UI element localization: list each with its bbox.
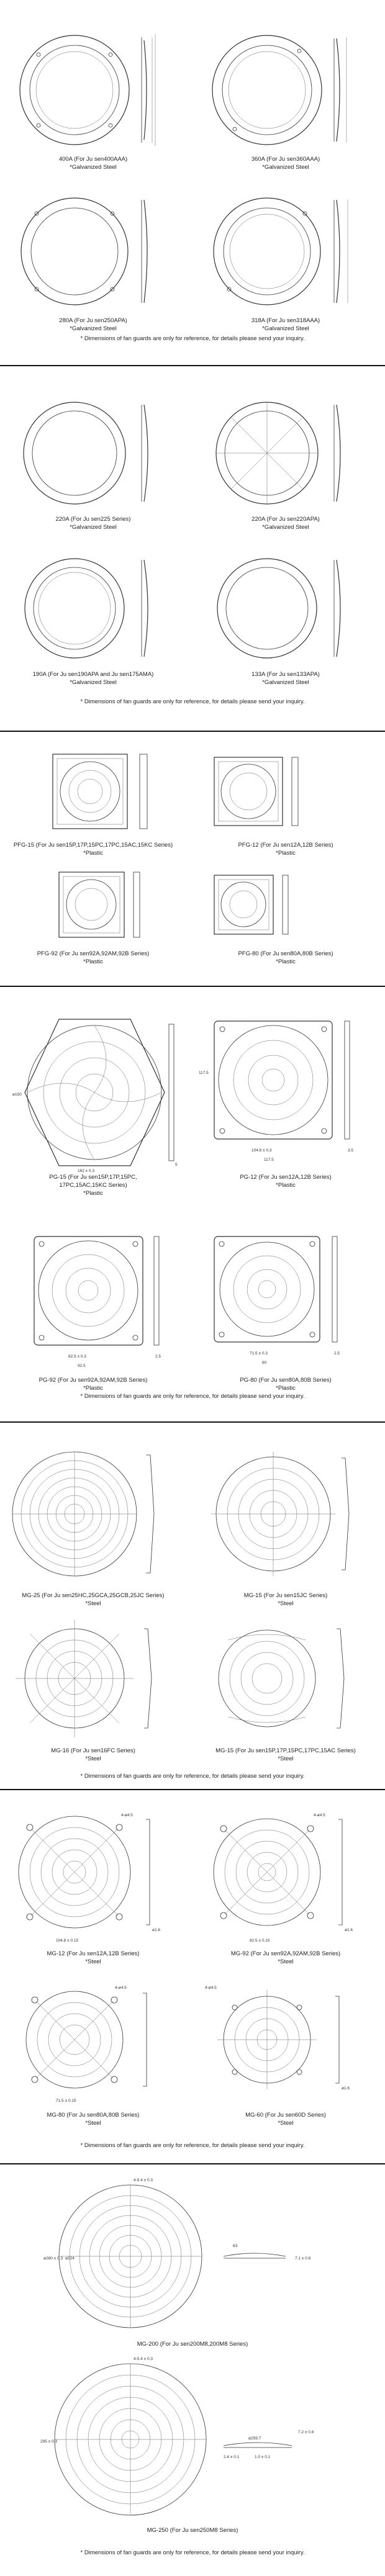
fan-guard-drawing [192, 1006, 379, 1173]
product-material: *Galvanized Steel [70, 164, 117, 171]
product-material: *Plastic [83, 1190, 103, 1197]
dimension-note: * Dimensions of fan guards are only for reference, for details please send your inquiry. [80, 698, 305, 705]
product-material: *Plastic [276, 1182, 296, 1189]
product-material: *Galvanized Steel [70, 325, 117, 332]
fan-guard-drawing [0, 1006, 186, 1173]
fan-guard-drawing [37, 2173, 348, 2340]
product-caption: PFG-15 (For Ju sen15P,17P,15PC,17PC,15AC,15KC Series) [13, 842, 173, 849]
fan-guard-drawing [0, 1978, 186, 2111]
product-mg-250 [37, 2353, 348, 2534]
fan-guard-drawing [192, 391, 379, 515]
product-caption: 400A (For Ju sen400AAA) [58, 156, 128, 163]
fan-guard-drawing [192, 1610, 379, 1747]
product-material: *Galvanized Steel [262, 679, 309, 686]
product-mg-15-p [192, 1610, 379, 1763]
dimension-note: * Dimensions of fan guards are only for reference, for details please send your inquiry. [80, 1393, 305, 1400]
dimension-label: 82.5 ± 0.15 [250, 1939, 270, 1943]
product-material: *Steel [278, 2120, 294, 2127]
product-mg-200 [37, 2173, 348, 2348]
section-round-guards-medium [0, 366, 385, 729]
dimension-label: 1.0 ± 0.1 [255, 2455, 271, 2459]
section-mg-wire-guards-small [0, 1791, 385, 2161]
dimension-label: 92.5 [78, 1364, 86, 1368]
product-caption: MG-60 (For Ju sen60D Series) [245, 2112, 326, 2119]
product-material: *Galvanized Steel [262, 164, 309, 171]
dimension-note: * Dimensions of fan guards are only for reference, for details please send your inquiry. [80, 2549, 305, 2556]
dimension-label: 4-ø4.5 [314, 1813, 325, 1817]
product-material: *Steel [85, 1600, 101, 1607]
product-pfg-15 [0, 748, 186, 857]
product-mg-92 [192, 1804, 379, 1966]
product-caption: MG-80 (For Ju sen80A,80B Series) [47, 2112, 140, 2119]
fan-guard-drawing [192, 1224, 379, 1376]
dimension-label: 80 [262, 1361, 267, 1365]
product-material: *Steel [85, 1755, 101, 1762]
dimension-note: * Dimensions of fan guards are only for reference, for details please send your inquiry. [80, 335, 305, 342]
dimension-label: 4-ø4.5 [115, 1986, 127, 1990]
dimension-label: 7.2 ± 0.8 [298, 2430, 314, 2434]
product-caption: MG-16 (For Ju sen16FC Series) [51, 1747, 135, 1754]
product-pfg-12 [192, 748, 379, 857]
dimension-label: ø224 [65, 2256, 75, 2261]
product-caption: 190A (For Ju sen190APA and Ju sen175AMA) [32, 671, 154, 678]
dimension-label: 162 ± 0.3 [78, 1169, 95, 1173]
product-caption: 360A (For Ju sen360AAA) [251, 156, 320, 163]
section-divider [0, 1789, 385, 1790]
product-caption: MG-92 (For Ju sen92A,92AM,92B Series) [230, 1950, 341, 1957]
product-caption: PFG-92 (For Ju sen92A,92AM,92B Series) [37, 950, 150, 957]
product-133a [192, 546, 379, 687]
dimension-label: 3.5 [348, 1148, 354, 1153]
dimension-label: 117.5 [199, 1071, 209, 1075]
fan-guard-drawing [0, 866, 186, 950]
dimension-label: 2.5 [155, 1354, 161, 1359]
product-caption: PG-15 (For Ju sen15P,17P,15PC, [49, 1174, 137, 1181]
fan-guard-drawing [37, 2353, 348, 2526]
product-caption: 280A (For Ju sen250APA) [59, 317, 127, 324]
dimension-label: 295 ± 0.3 [40, 2439, 58, 2444]
product-mg-25 [0, 1436, 186, 1608]
dimension-label: 63 [233, 2244, 238, 2248]
fan-guard-drawing [0, 1436, 186, 1592]
product-caption: 133A (For Ju sen133APA) [251, 671, 320, 678]
product-caption: MG-25 (For Ju sen25HC,25GCA,25GCB,25JC Series) [22, 1592, 165, 1599]
dimension-label: ø259.7 [248, 2436, 261, 2441]
fan-guard-drawing [192, 866, 379, 950]
dimension-label: 4-5.4 ± 0.3 [134, 2178, 153, 2182]
section-divider [0, 986, 385, 987]
fan-guard-drawing [0, 1610, 186, 1747]
dimension-label: 104.8 ± 0.15 [56, 1939, 79, 1943]
section-round-guards-large [0, 0, 385, 366]
product-material: *Plastic [276, 850, 296, 857]
product-caption: MG-200 (For Ju sen200M8,200M8 Series) [137, 2341, 248, 2348]
product-mg-60 [192, 1978, 379, 2127]
product-material: *Galvanized Steel [262, 524, 309, 531]
product-material: *Steel [85, 1958, 101, 1965]
section-divider [0, 2163, 385, 2164]
product-caption: 220A (For Ju sen220APA) [251, 516, 320, 523]
fan-guard-drawing [0, 1224, 186, 1376]
product-material: *Steel [85, 2120, 101, 2127]
fan-guard-drawing [192, 1978, 379, 2111]
section-pfg-guards [0, 732, 385, 987]
product-material: *Steel [278, 1755, 294, 1762]
dimension-label: 82.5 ± 0.3 [68, 1354, 86, 1359]
fan-guard-drawing [192, 186, 379, 317]
dimension-label: ø1.6 [345, 1928, 353, 1932]
dimension-label: 4-ø4.5 [121, 1813, 133, 1817]
fan-guard-drawing [0, 25, 186, 155]
product-190a [0, 546, 186, 687]
product-caption: PG-92 (For Ju sen92A,92AM,92B Series) [38, 1377, 148, 1384]
product-material: *Plastic [83, 1385, 103, 1392]
dimension-label: 117.5 [264, 1158, 274, 1162]
product-pg-15 [0, 1006, 186, 1197]
product-280a [0, 186, 186, 333]
product-pfg-80 [192, 866, 379, 966]
product-caption: PG-80 (For Ju sen80A,80B Series) [240, 1377, 332, 1384]
product-caption: 318A (For Ju sen318AAA) [251, 317, 320, 324]
fan-guard-drawing [0, 1804, 186, 1950]
fan-guard-drawing [192, 25, 379, 155]
product-caption: MG-12 (For Ju sen12A,12B Series) [47, 1950, 140, 1957]
dimension-label: 71.5 ± 0.15 [56, 2099, 76, 2103]
dimension-label: 2.5 [334, 1351, 340, 1356]
product-caption: MG-250 (For Ju sen250M8 Series) [147, 2527, 238, 2534]
dimension-label: 71.5 ± 0.3 [250, 1351, 268, 1356]
product-material: *Plastic [276, 958, 296, 965]
product-material: *Steel [278, 1958, 294, 1965]
product-pg-80 [192, 1224, 379, 1392]
product-400a [0, 25, 186, 171]
dimension-label: 4-ø4.5 [205, 1986, 217, 1990]
product-material: *Galvanized Steel [70, 524, 117, 531]
fan-guard-drawing [192, 1436, 379, 1592]
section-pg-guards [0, 988, 385, 1426]
product-pg-92 [0, 1224, 186, 1392]
product-mg-15-jc [192, 1436, 379, 1608]
fan-guard-drawing [0, 391, 186, 515]
product-material: *Steel [278, 1600, 294, 1607]
dimension-label: 7.1 ± 0.8 [295, 2256, 311, 2261]
dimension-label: 2.4 ± 0.1 [224, 2455, 240, 2459]
fan-guard-drawing [192, 748, 379, 841]
fan-guard-drawing [0, 186, 186, 317]
product-caption: PG-12 (For Ju sen12A,12B Series) [240, 1174, 332, 1181]
product-pfg-92 [0, 866, 186, 966]
fan-guard-drawing [0, 546, 186, 670]
dimension-label: ø150 [12, 1092, 22, 1097]
fan-guard-drawing [192, 546, 379, 670]
dimension-note: * Dimensions of fan guards are only for reference, for details please send your inquiry. [80, 1773, 305, 1780]
product-pg-12 [192, 1006, 379, 1189]
section-divider [0, 731, 385, 732]
product-caption: PFG-80 (For Ju sen80A,80B Series) [238, 950, 333, 957]
fan-guard-drawing [0, 748, 186, 841]
product-mg-80 [0, 1978, 186, 2127]
product-material: *Galvanized Steel [262, 325, 309, 332]
product-caption: MG-15 (For Ju sen15JC Series) [243, 1592, 328, 1599]
dimension-note: * Dimensions of fan guards are only for reference, for details please send your inquiry. [80, 2142, 305, 2149]
product-material: *Plastic [276, 1385, 296, 1392]
dimension-label: 5 [175, 1163, 178, 1167]
product-caption: 220A (For Ju sen225 Series) [55, 516, 131, 523]
fan-guard-drawing [192, 1804, 379, 1950]
product-caption: PFG-12 (For Ju sen12A,12B Series) [238, 842, 333, 849]
product-caption-line2: 17PC,15AC,15KC Series) [59, 1182, 127, 1189]
section-mg-large-guards [0, 2166, 385, 2576]
product-material: *Galvanized Steel [70, 679, 117, 686]
product-caption: MG-15 (For Ju sen15P,17P,15PC,17PC,15AC Series) [215, 1747, 356, 1754]
dimension-label: ø260 ± 0.3 [43, 2256, 63, 2261]
product-318a [192, 186, 379, 333]
dimension-label: 4-5.4 ± 0.3 [134, 2357, 153, 2361]
product-material: *Plastic [83, 958, 103, 965]
product-mg-12 [0, 1804, 186, 1966]
product-mg-16 [0, 1610, 186, 1763]
product-360a [192, 25, 379, 171]
product-220a-220apa [192, 391, 379, 531]
dimension-label: 104.8 ± 0.3 [251, 1148, 272, 1153]
section-divider [0, 1421, 385, 1423]
dimension-label: ø1.6 [152, 1928, 161, 1932]
dimension-label: ø1.6 [342, 2086, 350, 2091]
product-220a-225 [0, 391, 186, 531]
product-material: *Plastic [83, 850, 103, 857]
section-mg-wire-guards-large [0, 1424, 385, 1790]
